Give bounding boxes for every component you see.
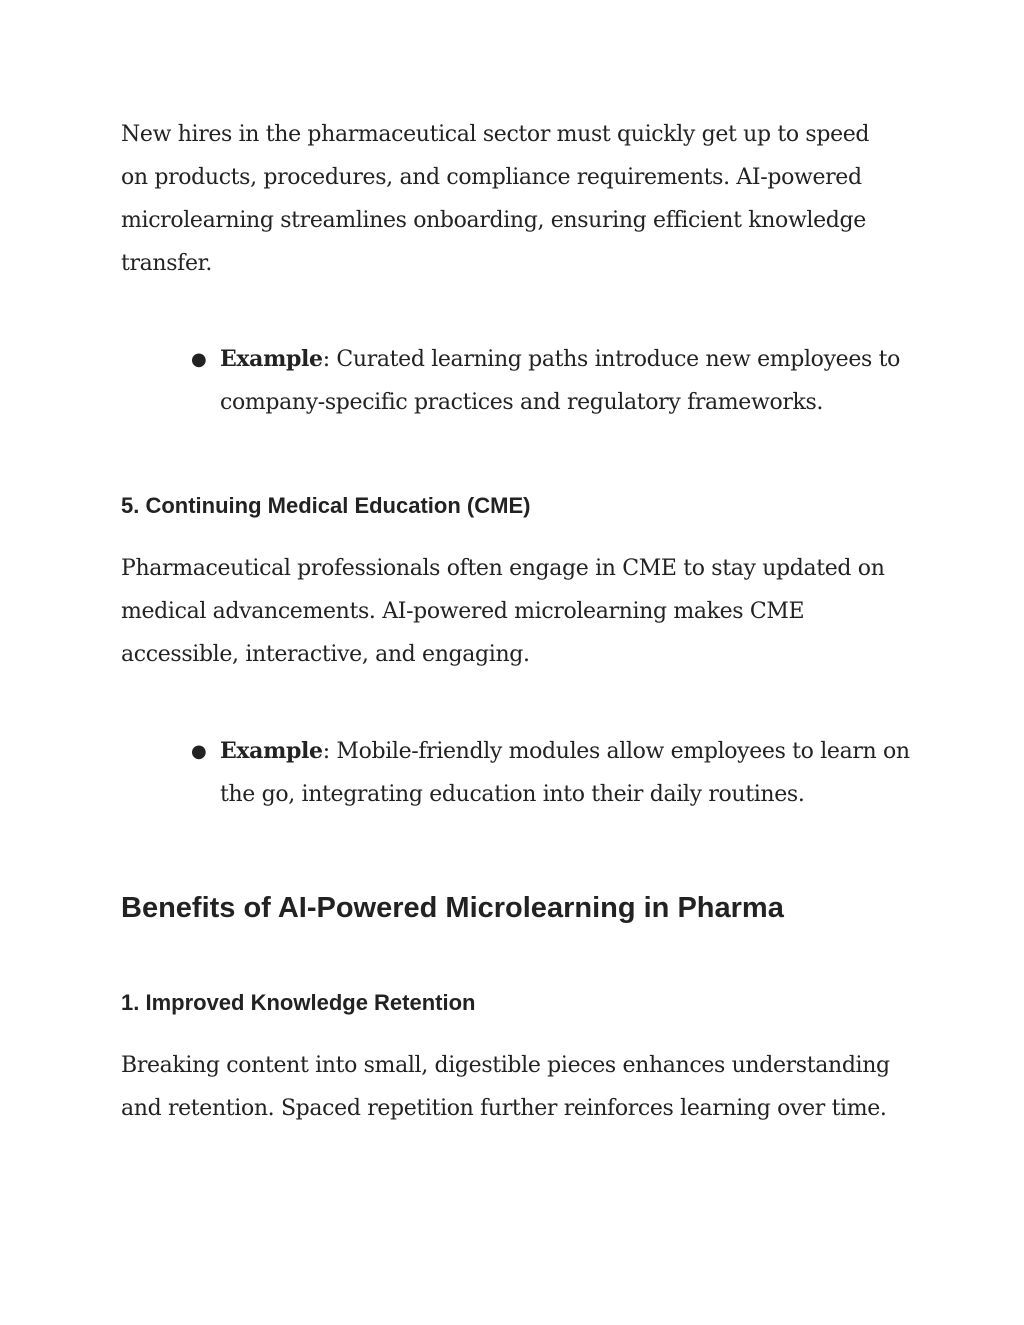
bullet-marker: ● (191, 741, 207, 762)
document-page (121, 113, 911, 1130)
retention-paragraph: Breaking content into small, digestible pieces enhances understanding and retention. Spaced repetition further reinforces learning over time. (121, 1053, 890, 1121)
example-label: Example (220, 738, 323, 764)
example-text: : Mobile-friendly modules allow employees to learn on the go, integrating education into their daily routines. (220, 739, 910, 807)
onboarding-paragraph: New hires in the pharmaceutical sector must quickly get up to speed on products, procedures, and compliance requirements. AI-powered microlearning streamlines onboarding, ensuring efficient knowledge transfer. (121, 122, 870, 276)
example-bullet-onboarding (121, 338, 900, 424)
bullet-marker: ● (191, 349, 207, 370)
example-text: : Curated learning paths introduce new employees to company-specific practices and regulatory frameworks. (220, 347, 900, 415)
section-heading-benefits: Benefits of AI-Powered Microlearning in Pharma (121, 892, 784, 924)
section-heading-cme: 5. Continuing Medical Education (CME) (121, 493, 531, 518)
example-label: Example (220, 346, 323, 372)
cme-paragraph: Pharmaceutical professionals often engage in CME to stay updated on medical advancements. AI-powered microlearning makes CME accessible, interactive, and engaging. (121, 556, 885, 667)
example-bullet-cme (121, 730, 915, 816)
subheading-knowledge-retention: 1. Improved Knowledge Retention (121, 990, 476, 1015)
